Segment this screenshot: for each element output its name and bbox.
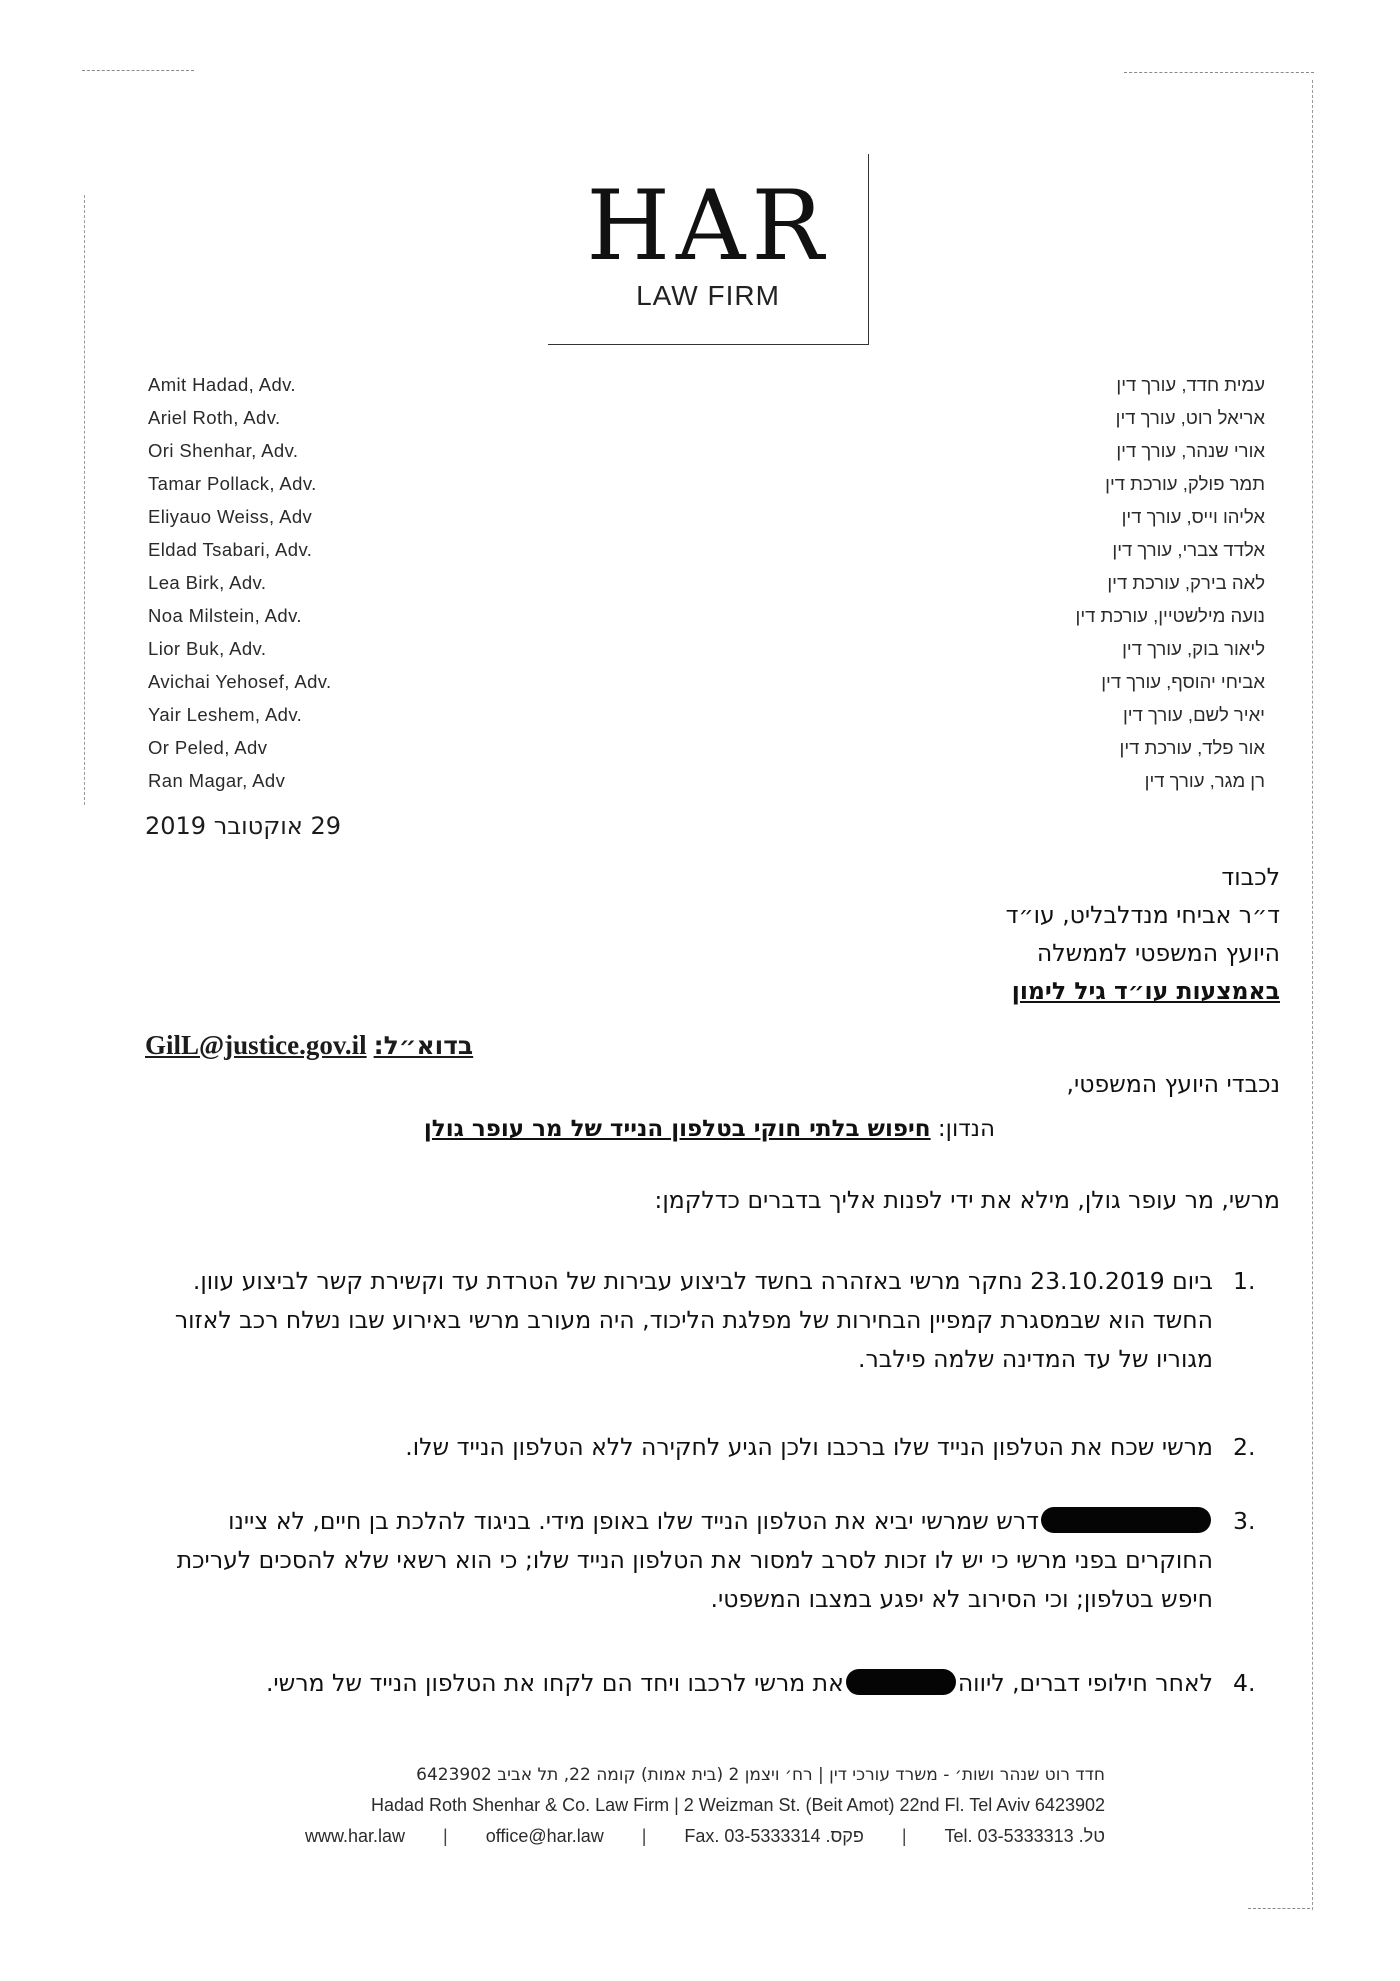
attorney-list-english — [148, 368, 332, 797]
letterhead-footer — [305, 1760, 1105, 1852]
paragraph-text — [141, 1664, 1213, 1703]
numbered-paragraph — [135, 1664, 1275, 1708]
recipient-name: ד״ר אביחי מנדלבליט, עו״ד — [1005, 901, 1280, 929]
to-label: לכבוד — [1221, 863, 1280, 891]
paragraph-text-part: לאחר חילופי דברים, ליווה — [957, 1669, 1213, 1697]
attorney-name: אור פלד, עורכת דין — [1119, 737, 1265, 758]
footer-address-english: Hadad Roth Shenhar & Co. Law Firm | 2 Weizman St. (Beit Amot) 22nd Fl. Tel Aviv 6423902 — [370, 1795, 1105, 1815]
attorney-name: Amit Hadad, Adv. — [148, 374, 296, 395]
intro-paragraph: מרשי, מר עופר גולן, מילא את ידי לפנות אליך בדברים כדלקמן: — [654, 1186, 1280, 1214]
paragraph-number: 4. — [1233, 1669, 1256, 1697]
footer-address-hebrew: חדד רוט שנהר ושות׳ - משרד עורכי דין | רח׳ ויצמן 2 (בית אמות) קומה 22, תל אביב 6423902 — [416, 1765, 1105, 1785]
subject-label: הנדון: — [937, 1116, 995, 1142]
attorney-name: Ori Shenhar, Adv. — [148, 440, 299, 461]
numbered-paragraph — [135, 1262, 1275, 1392]
recipient-title: היועץ המשפטי לממשלה — [1036, 939, 1280, 967]
subject-text: חיפוש בלתי חוקי בטלפון הנייד של מר עופר גולן — [423, 1116, 931, 1142]
attorney-name: Ran Magar, Adv — [148, 770, 286, 791]
paragraph-text-part: את מרשי לרכבו ויחד הם לקחו את הטלפון הנייד של מרשי. — [265, 1669, 844, 1697]
attorney-name: Lea Birk, Adv. — [148, 572, 267, 593]
via-line: באמצעות עו״ד גיל לימון — [1011, 977, 1280, 1005]
email-address[interactable]: GilL@justice.gov.il — [145, 1030, 367, 1060]
attorney-name: Noa Milstein, Adv. — [148, 605, 302, 626]
paragraph-number: 1. — [1233, 1267, 1256, 1295]
redaction-mark — [846, 1669, 956, 1695]
attorney-name: אביחי יהוסף, עורך דין — [1101, 671, 1265, 692]
paragraph-number: 3. — [1233, 1507, 1256, 1535]
attorney-name: לאה בירק, עורכת דין — [1107, 572, 1265, 593]
footer-separator: | — [443, 1826, 448, 1846]
paragraph-text: מרשי שכח את הטלפון הנייד שלו ברכבו ולכן הגיע לחקירה ללא הטלפון הנייד שלו. — [405, 1433, 1213, 1461]
paragraph-text-part: דרש שמרשי יביא את הטלפון הנייד שלו באופן מידי. בניגוד להלכת בן חיים, לא ציינו החוקרים בפני מרשי כי יש לו זכות לסרב למסור את הטלפון הנייד שלו; כי הוא רשאי שלא להסכים לעריכת חיפש בטלפון; וכי הסירוב לא יפגע במצבו המשפטי. — [176, 1507, 1213, 1613]
footer-fax: Fax. 03-5333314 .פקס — [684, 1826, 864, 1846]
attorney-name: אליהו וייס, עורך דין — [1121, 506, 1265, 527]
attorney-name: רן מגר, עורך דין — [1144, 770, 1265, 791]
paragraph-text: ביום 23.10.2019 נחקר מרשי באזהרה בחשד לביצוע עבירות של הטרדת עד וקשירת קשר לביצוע עוון. החשד הוא שבמסגרת קמפיין הבחירות של מפלגת הליכוד, היה מעורב מרשי באירוע שבו נשלח רכב לאזור מגוריו של עד המדינה שלמה פילבר. — [174, 1267, 1213, 1373]
attorney-name: עמית חדד, עורך דין — [1116, 374, 1265, 395]
attorney-name: Tamar Pollack, Adv. — [148, 473, 317, 494]
scan-edge-top-right — [1124, 72, 1314, 73]
attorney-name: Avichai Yehosef, Adv. — [148, 671, 332, 692]
footer-separator: | — [901, 1826, 907, 1846]
attorney-name: Eliyauo Weiss, Adv — [148, 506, 313, 527]
scan-edge-bottom-right — [1248, 1908, 1310, 1909]
attorney-list-hebrew — [1076, 368, 1265, 797]
scan-edge-left — [84, 195, 85, 805]
scan-edge-right — [1312, 80, 1313, 1910]
firm-logo-subtitle: LAW FIRM — [636, 280, 780, 311]
footer-separator: | — [641, 1826, 647, 1846]
paragraph-number: 2. — [1233, 1433, 1256, 1461]
attorney-name: אורי שנהר, עורך דין — [1116, 440, 1265, 461]
attorney-name: אלדד צברי, עורך דין — [1112, 539, 1265, 560]
footer-contacts — [305, 1820, 1105, 1852]
paragraph-text — [141, 1502, 1213, 1619]
attorney-name: יאיר לשם, עורך דין — [1123, 704, 1265, 725]
firm-logo: HAR — [586, 170, 830, 282]
redaction-mark — [1041, 1507, 1211, 1533]
attorney-name: Eldad Tsabari, Adv. — [148, 539, 313, 560]
email-line — [145, 1030, 473, 1061]
attorney-name: אריאל רוט, עורך דין — [1115, 407, 1265, 428]
email-label: בדוא״ל: — [373, 1031, 474, 1060]
attorney-name: Lior Buk, Adv. — [148, 638, 267, 659]
letter-date: 29 אוקטובר 2019 — [145, 812, 342, 840]
attorney-name: ליאור בוק, עורך דין — [1122, 638, 1265, 659]
numbered-paragraph — [135, 1502, 1275, 1632]
subject-line — [424, 1116, 995, 1142]
attorney-name: תמר פולק, עורכת דין — [1105, 473, 1265, 494]
numbered-paragraph — [135, 1428, 1275, 1472]
attorney-name: Or Peled, Adv — [148, 737, 268, 758]
footer-website-link[interactable]: www.har.law — [305, 1826, 406, 1846]
footer-email-link[interactable]: office@har.law — [485, 1826, 604, 1846]
attorney-name: Ariel Roth, Adv. — [148, 407, 281, 428]
attorney-name: Yair Leshem, Adv. — [148, 704, 303, 725]
addressee-block — [1006, 858, 1280, 1010]
scan-edge-top-left — [82, 70, 194, 71]
footer-phone: Tel. 03-5333313 .טל — [944, 1826, 1105, 1846]
salutation: נכבדי היועץ המשפטי, — [1066, 1070, 1280, 1098]
attorney-name: נועה מילשטיין, עורכת דין — [1075, 605, 1265, 626]
